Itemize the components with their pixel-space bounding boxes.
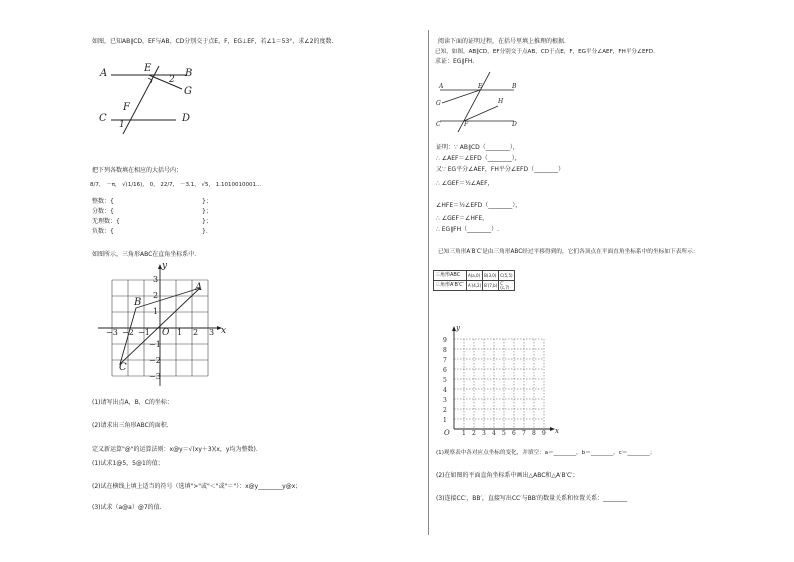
q4-definition: 定义新运算"@"的运算法则：x@y＝√(xy＋3)(x，y均为整数)． — [92, 446, 262, 453]
q3-point-b: B — [134, 297, 142, 308]
q5-step: 又∵ EG平分∠AEF，FH平分∠EFD（________） — [436, 166, 565, 173]
q3-coordinate-grid — [94, 262, 234, 387]
q5-figure — [434, 70, 524, 134]
q2-number: －3.1 — [179, 182, 195, 188]
q6-x-tick: 6 — [512, 430, 516, 437]
q3-x-tick: −1 — [138, 328, 150, 337]
q3-x-tick: 2 — [193, 328, 199, 337]
q1-label-g: G — [184, 86, 192, 97]
q5-label-e: E — [478, 83, 483, 90]
q5-label-d: D — [512, 121, 517, 128]
q3-y-tick: 3 — [153, 275, 159, 284]
q4-sub2: (2)试在横线上填上适当的符号（选填">"或"＜"或"＝"）：x@y________y@x； — [92, 483, 302, 490]
q6-y-tick: 2 — [443, 407, 447, 414]
q3-y-tick: 1 — [153, 307, 159, 316]
q3-point-c: C — [119, 362, 127, 373]
q3-x-tick: −2 — [122, 328, 134, 337]
q6-sub2: (2)在如图的平面直角坐标系中画出△ABC和△A′B′C′； — [436, 472, 579, 479]
q1-label-1: 1 — [119, 120, 125, 130]
q2-row-label: 无理数：{ — [92, 218, 120, 225]
q6-axis-x: x — [555, 427, 559, 435]
q5-step: ∴ EG∥FH（________）. — [436, 226, 500, 233]
q6-x-tick: 8 — [532, 430, 536, 437]
q4-sub3: (3)试求（a@a）@7的值. — [92, 504, 162, 511]
q6-x-tick: 9 — [542, 430, 546, 437]
q3-axis-x: x — [221, 326, 227, 336]
q1-label-f: F — [123, 102, 130, 113]
q2-number: √(1/16) — [122, 182, 143, 188]
q6-y-tick: 5 — [443, 377, 447, 384]
q3-text: 如图所示，三角形ABC在直角坐标系中. — [92, 251, 197, 258]
q1-label-d: D — [182, 113, 191, 124]
table-row — [434, 271, 515, 281]
q3-x-tick: −3 — [106, 328, 118, 337]
q5-label-g: G — [436, 100, 441, 107]
q2-row-close: }. — [202, 228, 208, 235]
q3-point-a: A — [195, 282, 203, 293]
q2-row-label: 整数：{ — [92, 198, 114, 205]
q2-number: 0 — [149, 182, 154, 188]
q6-y-tick: 7 — [443, 357, 447, 364]
q6-y-tick: 8 — [443, 347, 447, 354]
q5-step: 证明：∵ AB∥CD（________）， — [436, 144, 519, 151]
table-cell: C′(c,7) — [499, 281, 514, 291]
q6-axis-y: y — [456, 324, 460, 332]
q5-step: ∠HFE＝½∠EFD（________）， — [436, 202, 522, 209]
q1-label-c: C — [99, 113, 107, 124]
q6-coordinate-table — [433, 270, 515, 291]
q5-prove: 求证：EG∥FH. — [435, 58, 475, 65]
q6-y-tick: 9 — [443, 337, 447, 344]
q6-coordinate-grid — [438, 325, 563, 440]
q5-step: ∴ ∠GEF＝∠HFE， — [436, 215, 489, 222]
q6-x-tick: 1 — [462, 430, 466, 437]
q6-x-tick: 4 — [492, 430, 496, 437]
q1-label-b: B — [185, 68, 193, 79]
q2-row-close: }； — [202, 208, 212, 215]
q5-step: ∴ ∠GEF＝½∠AEF， — [436, 180, 494, 187]
q3-y-tick: −1 — [149, 340, 161, 349]
table-row — [434, 281, 515, 291]
q5-label-c: C — [436, 121, 441, 128]
table-row-head: 三角形ABC — [434, 271, 467, 281]
table-cell: A′(4,2) — [467, 281, 483, 291]
q2-number-list: 8/7， －π， √(1/16)， 0， 22/7， －3.1， √5， 1.1010010001… — [90, 182, 262, 188]
q6-y-tick: 3 — [443, 397, 447, 404]
q6-y-tick: 6 — [443, 367, 447, 374]
q3-sub2: (2)请求出三角形ABC的面积. — [92, 422, 169, 429]
q4-sub1: (1)试求1@5，5@1的值； — [92, 460, 164, 467]
q5-given: 已知，如图，AB∥CD，EF分别交于点AB，CD于点E，F，EG平分∠AEF，FH平分∠EFD. — [435, 49, 655, 55]
q5-label-b: B — [512, 83, 517, 90]
q5-step: ∴ ∠AEF＝∠EFD（________）， — [436, 155, 521, 162]
q3-origin: O — [162, 328, 170, 338]
q2-number: 8/7 — [90, 182, 99, 188]
table-cell: C(5,5) — [499, 271, 514, 281]
q2-number: 1.1010010001… — [215, 182, 262, 188]
q3-x-tick: 1 — [177, 328, 183, 337]
q1-label-a: A — [100, 68, 108, 79]
q2-row-close: }； — [202, 218, 212, 225]
q6-y-tick: 4 — [443, 387, 447, 394]
table-cell: B′(7,b) — [483, 281, 499, 291]
q3-y-tick: −3 — [149, 372, 161, 381]
q3-axis-y: y — [162, 261, 168, 271]
q3-y-tick: 2 — [153, 291, 159, 300]
table-row-head: 三角形A′B′C′ — [434, 281, 467, 291]
q3-x-tick: 3 — [209, 328, 215, 337]
q6-sub3: (3)连接CC′，BB′，直接写出CC′与BB′的数量关系和位置关系：________ — [436, 495, 628, 502]
q5-label-h: H — [498, 98, 504, 105]
q5-label-f: F — [464, 121, 469, 128]
q2-title: 把下列各数填在相应的大括号内： — [92, 167, 183, 174]
q2-number: 22/7 — [160, 182, 173, 188]
q6-text: 已知三角形A′B′C′是由三角形ABC经过平移得到的，它们各顶点在平面直角坐标系中的坐标如下表所示： — [438, 249, 699, 255]
column-divider — [428, 30, 429, 535]
q1-label-e: E — [144, 63, 152, 74]
q6-x-tick: 5 — [502, 430, 506, 437]
q6-x-tick: 3 — [482, 430, 486, 437]
q2-row-label: 负数：{ — [92, 228, 114, 235]
q6-sub1: (1)观察表中各对应点坐标的变化，并填空：a＝________，b＝________，c＝________； — [436, 450, 656, 456]
q6-origin: O — [444, 429, 450, 437]
q6-x-tick: 7 — [522, 430, 526, 437]
q3-sub1: (1)请写出点A，B，C的坐标： — [92, 399, 173, 406]
table-cell: B(3,0) — [483, 271, 499, 281]
q6-y-tick: 1 — [443, 417, 447, 424]
q3-y-tick: −2 — [149, 356, 161, 365]
table-cell: A(a,0) — [467, 271, 483, 281]
q6-x-tick: 2 — [472, 430, 476, 437]
q2-row-close: }； — [202, 198, 212, 205]
q2-number: －π — [106, 182, 115, 188]
q5-label-a: A — [439, 83, 444, 90]
q2-number: √5 — [201, 182, 209, 188]
q1-label-2: 2 — [169, 75, 175, 85]
q5-intro: 阅读下面的证明过程，在括号里填上推理的根据. — [438, 38, 566, 45]
q1-text: 如图，已知AB∥CD，EF与AB、CD分别交于点E，F，EG⊥EF，若∠1＝53°，求∠2的度数. — [92, 38, 334, 45]
q2-row-label: 分数：{ — [92, 208, 114, 215]
